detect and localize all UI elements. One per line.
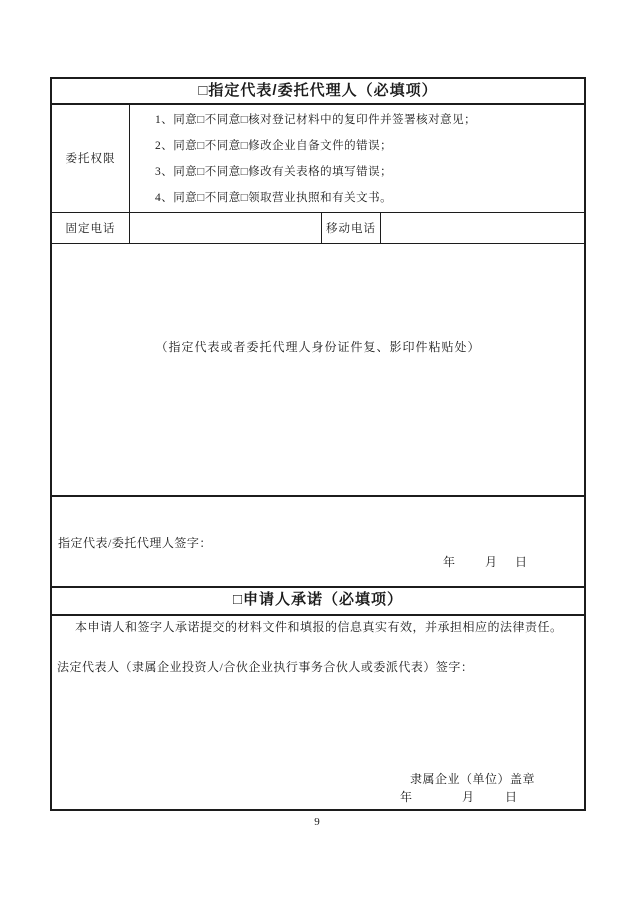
fixed-phone-value-cell	[130, 212, 321, 243]
authority-item-4: 4、同意□不同意□领取营业执照和有关文书。	[155, 192, 393, 204]
year-label: 年	[400, 790, 413, 804]
id-paste-note: （指定代表或者委托代理人身份证件复、影印件粘贴处）	[155, 340, 481, 354]
commitment-statement: 本申请人和签字人承诺提交的材料文件和填报的信息真实有效，并承担相应的法律责任。	[75, 620, 563, 634]
authority-item-3: 3、同意□不同意□修改有关表格的填写错误；	[155, 166, 393, 178]
divider	[52, 103, 584, 105]
representative-signature-label: 指定代表/委托代理人签字：	[58, 536, 212, 550]
day-label: 日	[515, 555, 528, 569]
divider	[52, 495, 584, 497]
authority-item-2: 2、同意□不同意□修改企业自备文件的错误；	[155, 140, 393, 152]
authority-label-cell	[52, 103, 129, 212]
section1-title: □指定代表/委托代理人（必填项）	[198, 82, 438, 99]
form-table	[50, 77, 586, 811]
mobile-phone-label: 移动电话	[326, 222, 376, 235]
fixed-phone-label: 固定电话	[65, 222, 116, 235]
day-label: 日	[505, 790, 518, 804]
mobile-phone-label-cell	[322, 212, 380, 243]
month-label: 月	[485, 555, 498, 569]
section2-title: □申请人承诺（必填项）	[232, 591, 404, 608]
mobile-phone-value-cell	[381, 212, 584, 243]
authority-items	[155, 107, 476, 211]
legal-representative-signature-label: 法定代表人（隶属企业投资人/合伙企业执行事务合伙人或委派代表）签字：	[57, 660, 474, 674]
authority-label: 委托权限	[65, 152, 116, 165]
divider	[52, 614, 584, 616]
divider	[52, 243, 584, 244]
authority-item-1: 1、同意□不同意□核对登记材料中的复印件并签署核对意见；	[155, 114, 477, 126]
year-label: 年	[443, 555, 456, 569]
page-number: 9	[314, 816, 320, 828]
fixed-phone-label-cell	[52, 212, 129, 243]
enterprise-seal-label: 隶属企业（单位）盖章	[410, 772, 536, 786]
month-label: 月	[462, 790, 475, 804]
